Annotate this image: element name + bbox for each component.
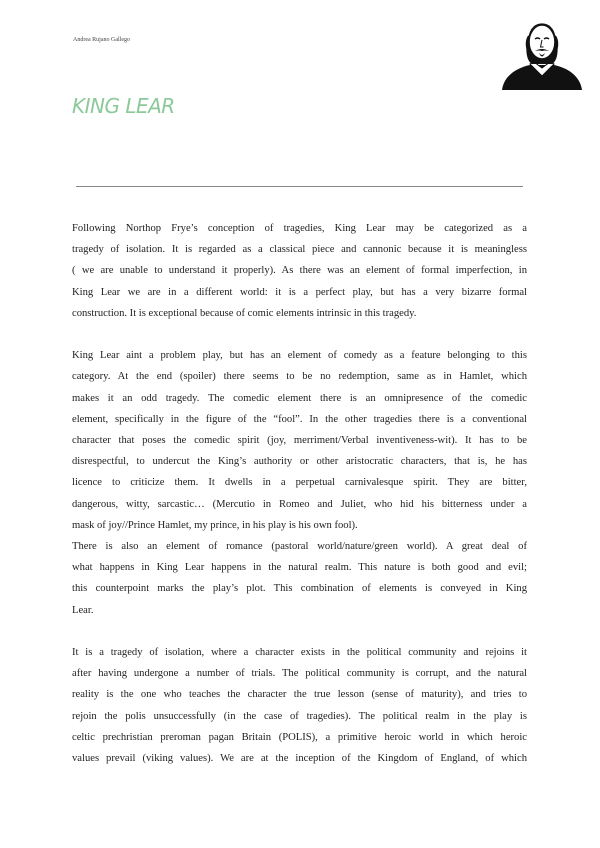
text-line: King Lear we are in a different world: it is a perfect play, but has a very bizarre formal	[72, 286, 527, 298]
text-line: element, specifically in the figure of the “fool”. In the other tragedies there is a conventional	[72, 413, 527, 425]
shakespeare-portrait-icon	[500, 18, 584, 90]
text-line: rejoin the polis unsuccessfully (in the case of tragedies). The political realm in the play is	[72, 710, 527, 722]
text-line: Following Northop Frye’s conception of tragedies, King Lear may be categorized as a	[72, 223, 527, 234]
text-line: construction. It is exceptional because of comic elements intrinsic in this tragedy.	[72, 307, 417, 319]
text-line: what happens in King Lear happens in the natural realm. This nature is both good and evil;	[72, 562, 527, 574]
text-line: character that poses the comedic spirit (joy, merriment/Verbal inventiveness-wit). It has to be	[72, 435, 527, 447]
text-line: disrespectful, to undercut the King’s authority or other aristocratic characters, that is, he has	[72, 456, 527, 468]
horizontal-divider	[76, 186, 523, 187]
text-line: King Lear aint a problem play, but has an element of comedy as a feature belonging to this	[72, 350, 527, 362]
text-line: category. At the end (spoiler) there seems to be no redemption, same as in Hamlet, which	[72, 371, 527, 383]
paragraph-gap	[72, 621, 527, 642]
text-line: makes it an odd tragedy. The comedic element there is an omnipresence of the comedic	[72, 392, 527, 404]
text-line: this counterpoint marks the play’s plot. This combination of elements is conveyed in King	[72, 583, 527, 595]
text-line: licence to criticize them. It dwells in a perpetual carnivalesque spirit. They are bitter,	[72, 477, 527, 489]
text-line: after having undergone a number of trials. The political community is corrupt, and the natural	[72, 668, 527, 680]
text-line: celtic prechristian preroman pagan Britain (POLIS), a primitive heroic world in which heroic	[72, 731, 527, 743]
text-line: Lear.	[72, 604, 94, 616]
text-line: ( we are unable to understand it properly). As there was an element of formal imperfection, in	[72, 265, 527, 277]
text-line: values prevail (viking values). We are at the inception of the Kingdom of England, of which	[72, 753, 527, 765]
text-line: It is a tragedy of isolation, where a character exists in the political community and rejoins it	[72, 647, 527, 659]
document-body	[72, 218, 527, 769]
paragraph	[72, 345, 527, 536]
text-line: There is also an element of romance (pastoral world/nature/green world). A great deal of	[72, 541, 527, 553]
author-name: Andrea Rujano Gallego	[73, 37, 130, 43]
text-line: dangerous, witty, sarcastic… (Mercutio in Romeo and Juliet, who hid his bitterness under a	[72, 498, 527, 510]
paragraph-gap	[72, 324, 527, 345]
document-title: KING LEAR	[72, 94, 175, 118]
text-line: mask of joy//Prince Hamlet, my prince, in his play is his own fool).	[72, 519, 358, 531]
text-line: tragedy of isolation. It is regarded as a classical piece and cannonic because it is meaningless	[72, 244, 527, 256]
paragraph	[72, 218, 527, 324]
paragraph	[72, 642, 527, 769]
text-line: reality is the one who teaches the character the true lesson (sense of maturity), and tries to	[72, 689, 527, 701]
paragraph	[72, 536, 527, 621]
